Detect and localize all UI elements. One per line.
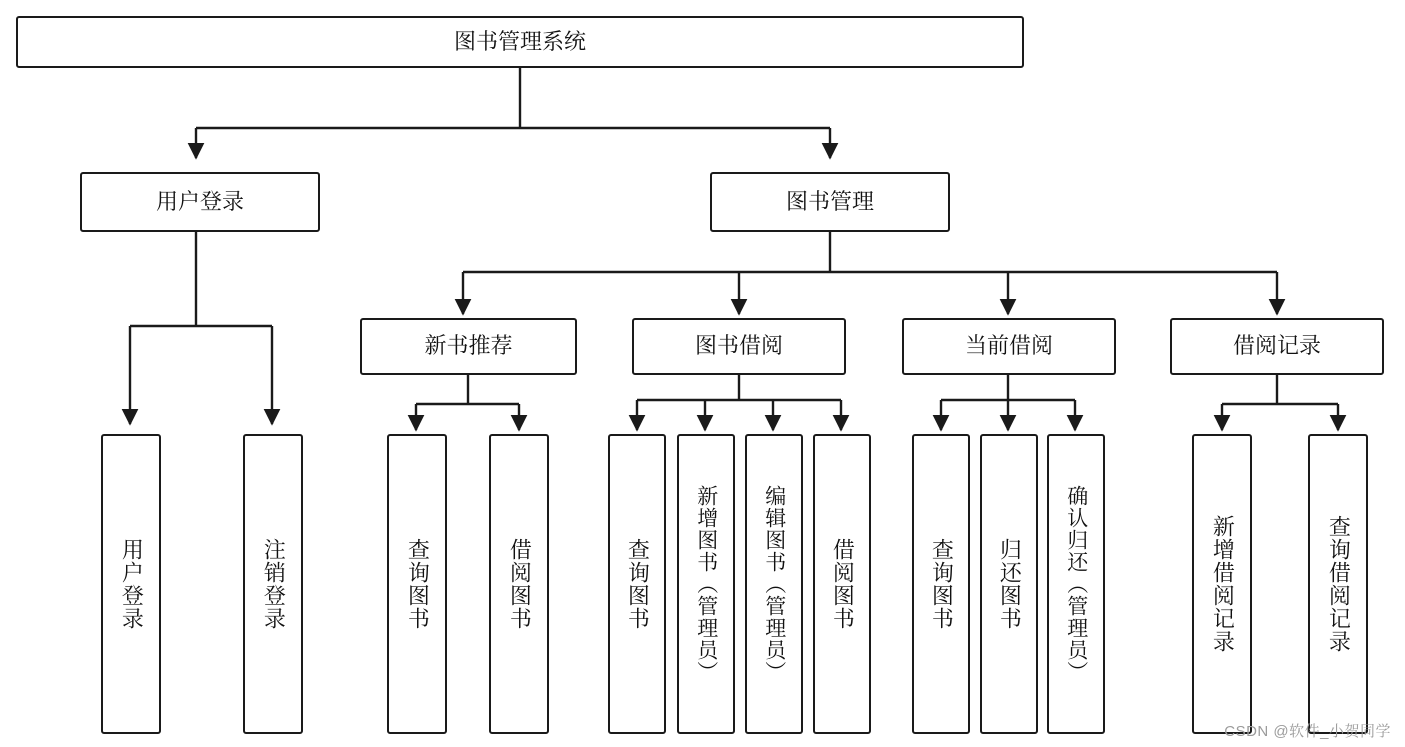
node-leaf-current-return[interactable] <box>980 434 1038 734</box>
node-leaf-user-login[interactable] <box>101 434 161 734</box>
node-root[interactable] <box>16 16 1024 68</box>
node-leaf-record-add-label: 新增借阅记录 <box>1210 515 1236 653</box>
node-leaf-logout[interactable] <box>243 434 303 734</box>
node-leaf-current-return-label: 归还图书 <box>997 538 1023 630</box>
node-leaf-record-add[interactable] <box>1192 434 1252 734</box>
node-leaf-borrow-do[interactable] <box>813 434 871 734</box>
node-leaf-current-query[interactable] <box>912 434 970 734</box>
node-leaf-borrow-query[interactable] <box>608 434 666 734</box>
node-current-borrow[interactable] <box>902 318 1116 375</box>
node-leaf-current-query-label: 查询图书 <box>929 538 955 630</box>
node-borrow-record-label: 借阅记录 <box>1232 333 1321 359</box>
node-leaf-newbook-borrow-label: 借阅图书 <box>507 538 533 630</box>
node-current-borrow-label: 当前借阅 <box>964 333 1053 359</box>
node-leaf-newbook-query-label: 查询图书 <box>405 538 431 630</box>
node-book-borrow-label: 图书借阅 <box>694 333 783 359</box>
node-book-borrow[interactable] <box>632 318 846 375</box>
node-leaf-borrow-do-label: 借阅图书 <box>830 538 856 630</box>
node-new-book-recommend-label: 新书推荐 <box>424 333 513 359</box>
node-borrow-record[interactable] <box>1170 318 1384 375</box>
node-leaf-borrow-add[interactable] <box>677 434 735 734</box>
node-root-label: 图书管理系统 <box>453 28 586 54</box>
node-book-management-label: 图书管理 <box>785 188 874 214</box>
node-leaf-borrow-query-label: 查询图书 <box>625 538 651 630</box>
node-leaf-record-query[interactable] <box>1308 434 1368 734</box>
node-leaf-borrow-add-label: 新增图书（管理员） <box>694 485 718 683</box>
node-book-management[interactable] <box>710 172 950 232</box>
node-leaf-newbook-query[interactable] <box>387 434 447 734</box>
node-leaf-record-query-label: 查询借阅记录 <box>1326 515 1352 653</box>
node-user-login[interactable] <box>80 172 320 232</box>
node-leaf-newbook-borrow[interactable] <box>489 434 549 734</box>
node-new-book-recommend[interactable] <box>360 318 577 375</box>
node-leaf-current-confirm-label: 确认归还（管理员） <box>1064 485 1088 683</box>
node-user-login-label: 用户登录 <box>155 188 244 214</box>
node-leaf-borrow-edit-label: 编辑图书（管理员） <box>762 485 786 683</box>
watermark: CSDN @软件_小贺同学 <box>1224 723 1391 740</box>
node-leaf-current-confirm[interactable] <box>1047 434 1105 734</box>
node-leaf-logout-label: 注销登录 <box>261 538 287 630</box>
node-leaf-borrow-edit[interactable] <box>745 434 803 734</box>
node-leaf-user-login-label: 用户登录 <box>119 538 145 630</box>
